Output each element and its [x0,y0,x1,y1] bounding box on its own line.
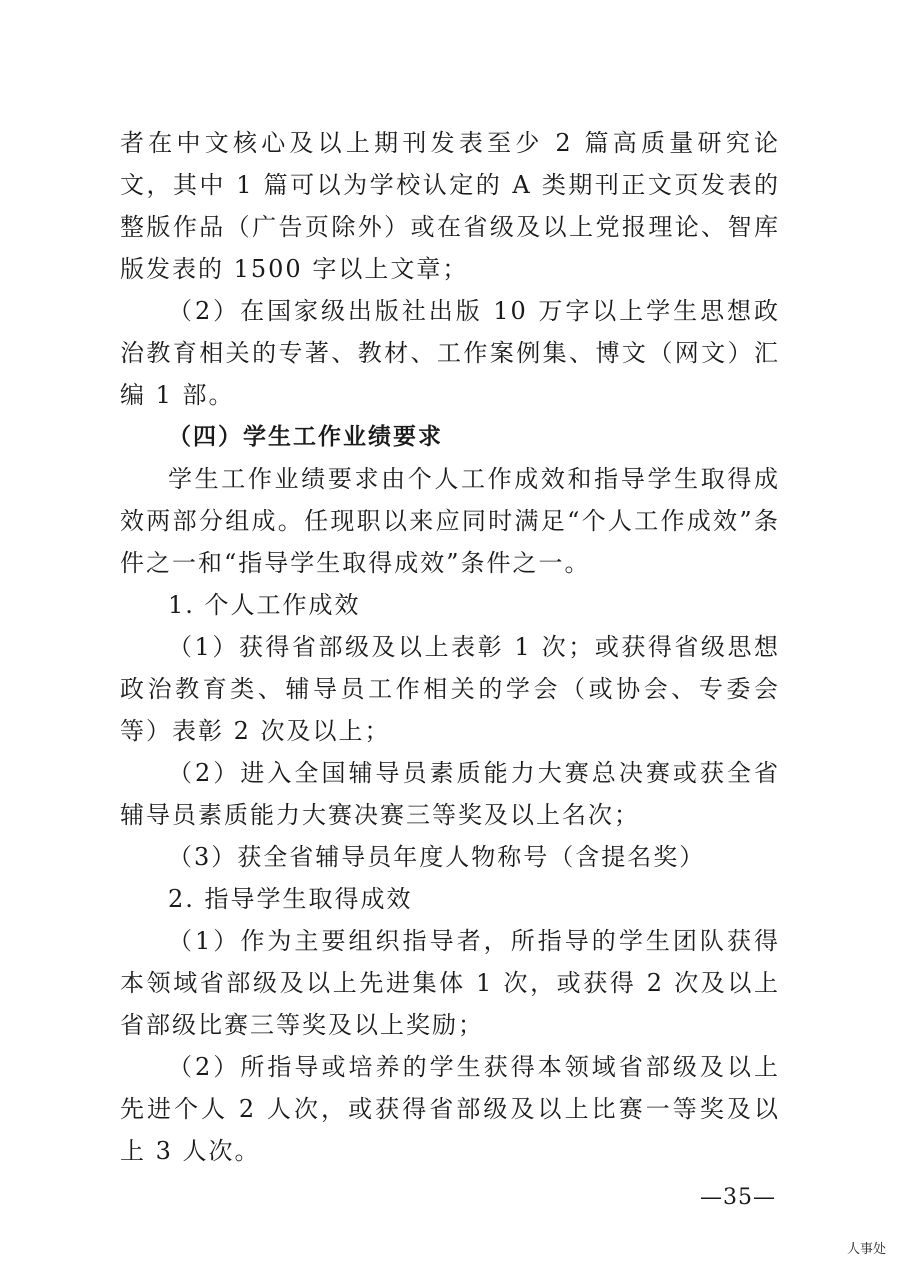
section-heading-student-work: （四）学生工作业绩要求 [168,424,443,450]
paragraph-student-work-intro: 学生工作业绩要求由个人工作成效和指导学生取得成效两部分组成。任现职以来应同时满足“个人工作成效”条件之一和“指导学生取得成效”条件之一。 [120,465,780,577]
subheading-student-guidance: 2. 指导学生取得成效 [168,885,413,913]
paragraph-personal-item-2: （2）进入全国辅导员素质能力大赛总决赛或获全省辅导员素质能力大赛决赛三等奖及以上名次； [120,759,780,829]
paragraph-personal-item-3: （3）获全省辅导员年度人物称号（含提名奖） [168,843,706,871]
paragraph-continuation: 者在中文核心及以上期刊发表至少 2 篇高质量研究论文，其中 1 篇可以为学校认定的 A 类期刊正文页发表的整版作品（广告页除外）或在省级及以上党报理论、智库版发表的 1500 字以上文章； [120,129,780,283]
paragraph-guidance-item-2: （2）所指导或培养的学生获得本领域省部级及以上先进个人 2 人次，或获得省部级及以上比赛一等奖及以上 3 人次。 [120,1053,780,1165]
watermark-label: 人事处 [847,1242,887,1257]
paragraph-personal-item-1: （1）获得省部级及以上表彰 1 次；或获得省级思想政治教育类、辅导员工作相关的学会（或协会、专委会等）表彰 2 次及以上； [120,633,780,745]
page-number: —35— [700,1185,776,1210]
subheading-personal-achievement: 1. 个人工作成效 [168,591,361,619]
document-body [120,122,780,1172]
paragraph-guidance-item-1: （1）作为主要组织指导者，所指导的学生团队获得本领域省部级及以上先进集体 1 次，或获得 2 次及以上省部级比赛三等奖及以上奖励； [120,927,780,1039]
paragraph-item-2-publication: （2）在国家级出版社出版 10 万字以上学生思想政治教育相关的专著、教材、工作案例集、博文（网文）汇编 1 部。 [120,297,780,409]
